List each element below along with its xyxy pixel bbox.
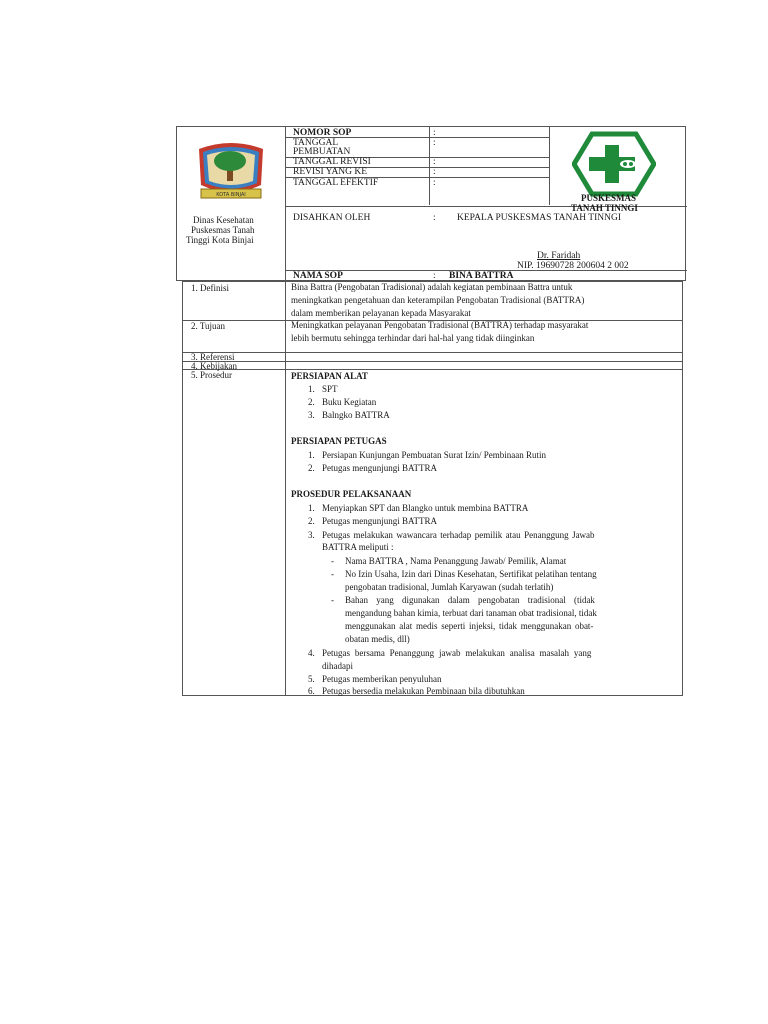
definisi-line-2: meningkatkan pengetahuan dan keterampilan Pengobatan Tradisional (BATTRA) — [291, 295, 585, 305]
tanggal-efektif-colon: : — [433, 178, 436, 188]
signer-name: Dr. Faridah — [537, 251, 581, 261]
pelaksanaan-title: PROSEDUR PELAKSANAAN — [291, 489, 412, 499]
step-1: Menyiapkan SPT dan Blangko untuk membina BATTRA — [322, 503, 529, 513]
tanggal-colon: : — [433, 138, 436, 148]
definisi-line-3: dalam memberikan pelayanan kepada Masyarakat — [291, 308, 471, 318]
sub-item-2-line-2: pengobatan tradisional, Jumlah Karyawan (sudah terlatih) — [345, 582, 554, 592]
kebijakan-label: 4. Kebijakan — [191, 361, 237, 371]
referensi-label: 3. Referensi — [191, 352, 235, 362]
sub-item-3-line-1: Bahan yang digunakan dalam pengobatan tradisional (tidak — [345, 595, 595, 605]
sop-body-table — [182, 281, 683, 696]
step-num-2: 2. — [308, 516, 315, 526]
step-num-3: 3. — [308, 530, 315, 540]
step-6: Petugas bersedia melakukan Pembinaan bila dibutuhkan — [322, 686, 525, 696]
svg-text:KOTA BINJAI: KOTA BINJAI — [216, 192, 246, 198]
nomor-sop-colon: : — [433, 128, 436, 138]
revisi-yang-ke-colon: : — [433, 167, 436, 177]
org-left-line-3: Tinggi Kota Binjai — [186, 235, 254, 245]
step-4-line-1: Petugas bersama Penanggung jawab melakukan analisa masalah yang — [322, 648, 592, 658]
petugas-item-1: Persiapan Kunjungan Pembuatan Surat Izin/ Pembinaan Rutin — [322, 450, 546, 460]
tujuan-line-2: lebih bermutu sehingga terhindar dari hal-hal yang tidak diinginkan — [291, 333, 535, 343]
tujuan-label: 2. Tujuan — [191, 321, 226, 331]
petugas-item-2: Petugas mengunjungi BATTRA — [322, 463, 437, 473]
disahkan-colon: : — [433, 213, 436, 223]
persiapan-petugas-title: PERSIAPAN PETUGAS — [291, 436, 387, 446]
sub-dash-2: - — [331, 569, 334, 579]
step-num-1: 1. — [308, 503, 315, 513]
definisi-label: 1. Definisi — [191, 283, 229, 293]
petugas-num-1: 1. — [308, 450, 315, 460]
sub-dash-3: - — [331, 595, 334, 605]
tujuan-line-1: Meningkatkan pelayanan Pengobatan Tradisional (BATTRA) terhadap masyarakat — [291, 320, 589, 330]
signer-nip: NIP. 19690728 200604 2 002 — [517, 261, 629, 271]
nomor-sop-label: NOMOR SOP — [293, 128, 352, 138]
step-3-line-1: Petugas melakukan wawancara terhadap pemilik atau Penanggung Jawab — [322, 530, 595, 540]
org-left-line-1: Dinas Kesehatan — [193, 215, 254, 225]
revisi-yang-ke-label: REVISI YANG KE — [293, 167, 368, 177]
nama-sop-label: NAMA SOP — [293, 271, 343, 281]
tanggal-label: TANGGAL — [293, 138, 339, 148]
sub-item-2-line-1: No Izin Usaha, Izin dari Dinas Kesehatan, Sertifikat pelatihan tentang — [345, 569, 597, 579]
tanggal-efektif-label: TANGGAL EFEKTIF — [293, 178, 379, 188]
disahkan-label: DISAHKAN OLEH — [293, 213, 371, 223]
alat-item-2: Buku Kegiatan — [322, 397, 377, 407]
sub-item-3-line-2: mengandung bahan kimia, terbuat dari tanaman obat tradisional, tidak — [345, 608, 597, 618]
step-2: Petugas mengunjungi BATTRA — [322, 516, 437, 526]
pembuatan-label: PEMBUATAN — [293, 147, 351, 157]
definisi-line-1: Bina Battra (Pengobatan Tradisional) adalah kegiatan pembinaan Battra untuk — [291, 282, 573, 292]
org-left-line-2: Puskesmas Tanah — [191, 225, 255, 235]
dinas-kesehatan-logo — [191, 139, 271, 205]
nama-sop-colon: : — [433, 271, 436, 281]
sub-item-3-line-3: menggunakan alat medis seperti injeksi, tidak menggunakan obat- — [345, 621, 594, 631]
step-3-line-2: BATTRA meliputi : — [322, 542, 394, 552]
puskesmas-name-line-2: TANAH TINNGI — [571, 203, 638, 213]
persiapan-alat-title: PERSIAPAN ALAT — [291, 371, 368, 381]
alat-item-1: SPT — [322, 384, 338, 394]
alat-num-1: 1. — [308, 384, 315, 394]
tanggal-revisi-colon: : — [433, 157, 436, 167]
alat-num-3: 3. — [308, 410, 315, 420]
sub-item-1: Nama BATTRA , Nama Penanggung Jawab/ Pemilik, Alamat — [345, 556, 567, 566]
step-4-line-2: dihadapi — [322, 661, 353, 671]
step-num-6: 6. — [308, 686, 315, 696]
step-5: Petugas memberikan penyuluhan — [322, 674, 442, 684]
disahkan-value: KEPALA PUSKESMAS TANAH TINNGI — [457, 213, 622, 223]
sub-item-3-line-4: obatan medis, dll) — [345, 634, 410, 644]
puskesmas-name-line-1: PUSKESMAS — [581, 193, 637, 203]
nama-sop-value: BINA BATTRA — [449, 271, 514, 281]
sop-header — [176, 126, 686, 281]
alat-item-3: Balngko BATTRA — [322, 410, 390, 420]
alat-num-2: 2. — [308, 397, 315, 407]
tanggal-revisi-label: TANGGAL REVISI — [293, 157, 371, 167]
step-num-4: 4. — [308, 648, 315, 658]
prosedur-label: 5. Prosedur — [191, 370, 232, 380]
step-num-5: 5. — [308, 674, 315, 684]
petugas-num-2: 2. — [308, 463, 315, 473]
puskesmas-logo — [572, 131, 656, 197]
sub-dash-1: - — [331, 556, 334, 566]
